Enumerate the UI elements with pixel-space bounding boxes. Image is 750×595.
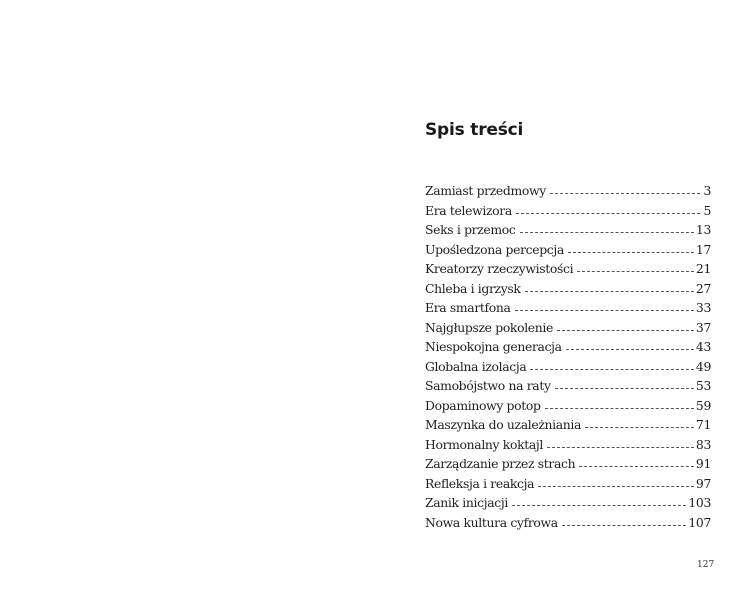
toc-leader: [566, 349, 694, 350]
toc-entry: [425, 281, 711, 301]
toc-leader: [577, 271, 694, 272]
toc-leader: [516, 213, 700, 214]
toc-entry: [425, 359, 711, 379]
folio-page-number: 127: [697, 560, 715, 570]
toc-leader: [562, 525, 687, 526]
toc-page-number: 21: [695, 261, 711, 276]
toc-leader: [525, 291, 694, 292]
toc-leader: [545, 408, 694, 409]
toc-page-number: 71: [695, 417, 711, 432]
toc-entry-title: Refleksja i reakcja: [425, 475, 535, 491]
toc-entry-title: Globalna izolacja: [425, 358, 527, 374]
toc-entry-title: Samobójstwo na raty: [425, 378, 551, 393]
toc-entry-title: Zamiast przedmowy: [425, 183, 546, 198]
toc-page-number: 53: [695, 378, 711, 393]
toc-entry: [425, 378, 711, 398]
toc-leader: [557, 330, 694, 331]
toc-page-number: 91: [695, 456, 711, 471]
toc-page-number: 37: [695, 319, 711, 335]
toc-entry-title: Era telewizora: [425, 202, 512, 218]
toc-page-number: 83: [695, 436, 711, 452]
toc-entry: [425, 515, 711, 535]
toc-entry: [425, 398, 711, 418]
toc-entry: [425, 495, 711, 515]
toc-page-number: 43: [695, 339, 711, 354]
toc-entry-title: Nowa kultura cyfrowa: [425, 514, 558, 530]
toc-leader: [515, 310, 694, 311]
toc-entry-title: Maszynka do uzależniania: [425, 417, 582, 432]
toc-heading: Spis treści: [425, 120, 524, 140]
toc-entry: [425, 203, 711, 223]
toc-leader: [512, 505, 686, 506]
toc-entry: [425, 320, 711, 340]
toc-entry: [425, 339, 711, 359]
toc-page-number: 59: [695, 397, 711, 413]
toc-entry-title: Najgłupsze pokolenie: [425, 319, 554, 335]
toc-entry-title: Zanik inicjacji: [425, 495, 508, 510]
toc-page-number: 33: [695, 300, 711, 315]
toc-leader: [568, 252, 694, 253]
toc-entry-title: Niespokojna generacja: [425, 339, 562, 354]
toc-page-number: 107: [688, 514, 711, 530]
toc-entry: [425, 242, 711, 262]
toc-entry-title: Chleba i igrzysk: [425, 280, 521, 296]
toc-entry-title: Era smartfona: [425, 300, 511, 315]
toc-page-number: 49: [695, 358, 711, 374]
toc-entry: [425, 183, 711, 203]
toc-page-number: 103: [688, 495, 711, 510]
toc-leader: [520, 232, 694, 233]
toc-entry-title: Upośledzona percepcja: [425, 241, 564, 257]
toc-entry: [425, 417, 711, 437]
toc-page-number: 97: [695, 475, 711, 491]
toc-entry-title: Kreatorzy rzeczywistości: [425, 261, 574, 276]
toc-entry: [425, 476, 711, 496]
toc-leader: [530, 369, 693, 370]
toc-entry-title: Zarządzanie przez strach: [425, 456, 576, 471]
toc-entry-title: Hormonalny koktajl: [425, 436, 543, 452]
toc-entry: [425, 456, 711, 476]
toc-leader: [547, 447, 694, 448]
toc-leader: [550, 193, 700, 194]
toc-entry: [425, 300, 711, 320]
toc-page-number: 3: [703, 183, 711, 198]
toc-entry-title: Seks i przemoc: [425, 222, 516, 237]
toc-leader: [579, 466, 694, 467]
toc-leader: [555, 388, 694, 389]
toc-leader: [585, 427, 694, 428]
toc-leader: [538, 486, 694, 487]
toc-page-number: 17: [695, 241, 711, 257]
toc-entry: [425, 437, 711, 457]
toc-entry-title: Dopaminowy potop: [425, 397, 541, 413]
toc-entry: [425, 261, 711, 281]
toc-page-number: 27: [695, 280, 711, 296]
toc-page-number: 5: [703, 202, 711, 218]
toc-list: [425, 183, 711, 534]
toc-page-number: 13: [695, 222, 711, 237]
toc-entry: [425, 222, 711, 242]
